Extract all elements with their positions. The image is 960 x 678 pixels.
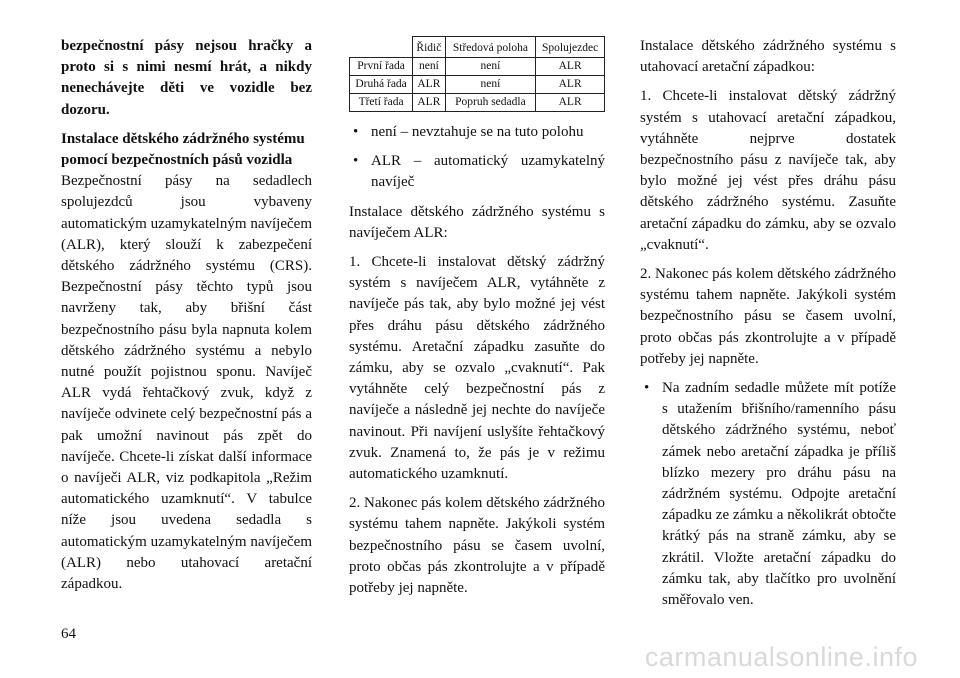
table-row: [350, 76, 605, 94]
watermark: carmanualsonline.info: [644, 642, 918, 672]
warning-text: bezpečnostní pásy nejsou hračky a proto si s nimi nesmí hrát, a nikdy nenechávejte děti ve vozidle bez dozoru.: [61, 38, 312, 118]
table-cell: ALR: [536, 94, 605, 112]
column-left: [61, 36, 312, 603]
table-cell: ALR: [536, 76, 605, 94]
legend-item: • ALR – automatický uzamykatelný navíječ: [349, 151, 605, 193]
table-row: [350, 58, 605, 76]
table-cell: ALR: [536, 58, 605, 76]
table-cell: Popruh sedadla: [445, 94, 536, 112]
latch-intro: Instalace dětského zádržného systému s utahovací aretační západkou:: [640, 38, 896, 76]
table-header-cell: Středová poloha: [445, 37, 536, 58]
table-row: [350, 94, 605, 112]
table-header-row: [350, 37, 605, 58]
table-cell: Třetí řada: [350, 94, 413, 112]
table-header-cell: Řidič: [413, 37, 445, 58]
tip-item: • Na zadním sedadle můžete mít potíže s utažením břišního/ramenního pásu dětského zádržného systému, neboť zámek nebo aretační západka je příliš blízko mezery pro dráhu pásu na zádržném systému. Odpojte aretační západku ze zámku a několikrát obtočte krátký pás na straně zámku, aby se zkrátil. Vložte aretační západku do zámku tak, aby tlačítko pro uvolnění směřovalo ven.: [640, 378, 896, 611]
section-heading: Instalace dětského zádržného systému pomocí bezpečnostních pásů vozidla: [61, 130, 305, 169]
table-cell: ALR: [413, 94, 445, 112]
table-header-cell: [350, 37, 413, 58]
alr-intro: Instalace dětského zádržného systému s navíječem ALR:: [349, 203, 605, 241]
section-paragraph: Bezpečnostní pásy na sedadlech spolujezdců jsou vybaveny automatickým uzamykatelným navíječem (ALR), který slouží k zabezpečení dětského zádržného systému (CRS). Bezpečnostní pásy těchto typů jsou navrženy tak, aby břišní část bezpečnostního pásu byla napnuta kolem dětského zádržného systému a nebylo nutné použít pojistnou sponu. Navíječ ALR vydá řehtačkový zvuk, když z navíječe odvinete celý bezpečnostní pás a pak umožní navinout pás zpět do navíječe. Chcete-li získat další informace o navíječi ALR, viz podkapitola „Režim automatického uzamknutí“. V tabulce níže jsou uvedena sedadla s automatickým uzamykatelným navíječem (ALR) nebo utahovací aretační západkou.: [61, 173, 312, 593]
column-right: [640, 36, 896, 619]
legend-item: • není – nevztahuje se na tuto polohu: [349, 122, 605, 143]
latch-step-1: 1. Chcete-li instalovat dětský zádržný systém s utahovací aretační západkou, vytáhněte nejprve dostatek bezpečnostního pásu z navíječe tak, aby bylo možné jej vést přes dráhu pásu dětského zádržného systému. Zasuňte aretační západku do zámku, aby se ozvalo „cvaknutí“.: [640, 88, 896, 253]
table-cell: První řada: [350, 58, 413, 76]
table-header-cell: Spolujezdec: [536, 37, 605, 58]
alr-step-2: 2. Nakonec pás kolem dětského zádržného systému tahem napněte. Jakýkoli systém bezpečnostního pásu se časem uvolní, proto občas pás zkontrolujte a v případě potřeby jej napněte.: [349, 495, 605, 597]
alr-step-1: 1. Chcete-li instalovat dětský zádržný systém s navíječem ALR, vytáhněte z navíječe pás tak, aby bylo možné jej vést přes dráhu pásu dětského zádržného systému. Aretační západku zasuňte do zámku, aby se ozvalo „cvaknutí“. Pak vytáhněte celý bezpečnostní pás z navíječe a následně jej nechte do navíječe navinout. Při navíjení uslyšíte řehtačkový zvuk. Znamená to, že pás je v režimu automatického uzamknutí.: [349, 254, 605, 483]
latch-step-2: 2. Nakonec pás kolem dětského zádržného systému tahem napněte. Jakýkoli systém bezpečnostního pásu se časem uvolní, proto občas pás zkontrolujte a v případě potřeby jej napněte.: [640, 266, 896, 367]
table-cell: není: [413, 58, 445, 76]
tip-list: [640, 378, 896, 611]
table-cell: není: [445, 58, 536, 76]
column-middle: [349, 36, 605, 607]
table-cell: není: [445, 76, 536, 94]
table-cell: Druhá řada: [350, 76, 413, 94]
legend-list: [349, 122, 605, 194]
seat-table: [349, 36, 605, 112]
table-cell: ALR: [413, 76, 445, 94]
page-number: 64: [61, 626, 76, 642]
